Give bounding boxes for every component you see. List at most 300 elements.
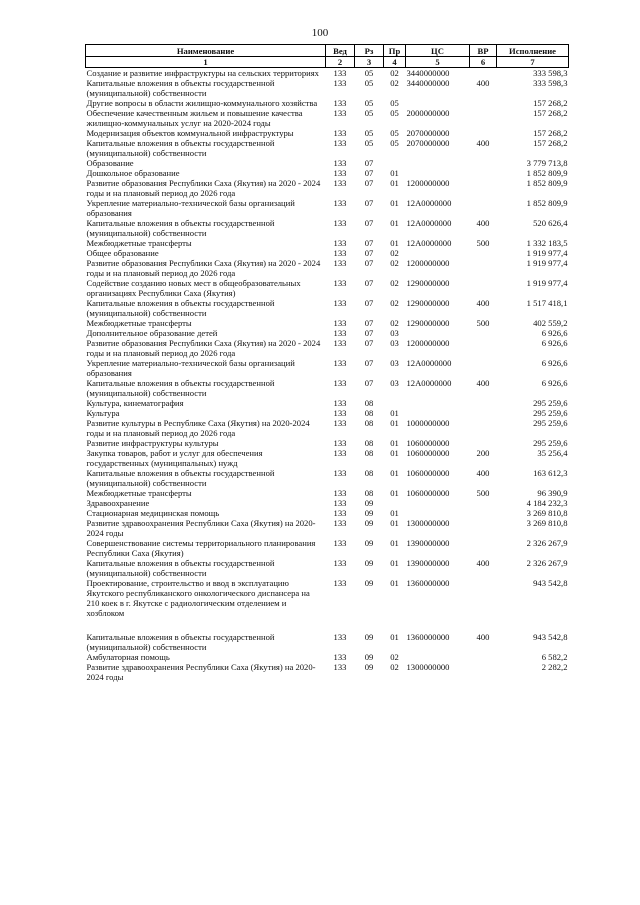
table-row: [86, 488, 569, 498]
row-ved: 133: [333, 328, 347, 338]
row-pr: 02: [390, 278, 399, 288]
row-cs: [406, 498, 470, 508]
row-ved: 133: [333, 632, 347, 642]
row-vr: 400: [476, 632, 490, 642]
row-amount: 4 184 232,3: [526, 498, 568, 508]
row-amount: 1 517 418,1: [526, 298, 568, 308]
row-rz: 07: [364, 278, 374, 288]
row-rz: 08: [364, 418, 374, 428]
row-amount: 96 390,9: [537, 488, 568, 498]
row-pr: 01: [390, 558, 399, 568]
row-cs: 1290000000: [406, 298, 450, 308]
table-row: [86, 178, 569, 198]
row-cs: 12А0000000: [406, 198, 452, 208]
row-vr: [470, 338, 497, 358]
row-vr: [470, 248, 497, 258]
table-row: [86, 558, 569, 578]
row-name: Культура: [86, 408, 120, 418]
row-pr: 02: [390, 68, 399, 78]
row-vr: 500: [476, 488, 490, 498]
row-cs: 1060000000: [406, 468, 450, 478]
row-rz: 07: [364, 338, 374, 348]
row-amount: 3 779 713,8: [526, 158, 568, 168]
table-row: [86, 248, 569, 258]
row-pr: [384, 498, 406, 508]
row-ved: 133: [333, 98, 347, 108]
row-pr: 02: [390, 652, 399, 662]
row-vr: [470, 398, 497, 408]
row-rz: 08: [364, 438, 374, 448]
row-rz: 09: [364, 518, 374, 528]
row-pr: 03: [390, 338, 399, 348]
column-number: 6: [470, 57, 497, 68]
row-rz: 07: [364, 358, 374, 368]
row-rz: 09: [364, 578, 374, 588]
row-name: Общее образование: [86, 248, 159, 258]
row-amount: 295 259,6: [533, 438, 568, 448]
row-rz: 09: [364, 558, 374, 568]
row-cs: 1390000000: [406, 558, 450, 568]
row-amount: 333 598,3: [533, 68, 568, 78]
row-rz: 07: [364, 248, 374, 258]
row-amount: 1 919 977,4: [526, 278, 568, 288]
column-number: 3: [355, 57, 384, 68]
row-rz: 09: [364, 652, 374, 662]
row-ved: 133: [333, 338, 347, 348]
row-cs: 1200000000: [406, 178, 450, 188]
row-rz: 07: [364, 168, 374, 178]
row-name: Совершенствование системы территориального планирования Республики Саха (Якутия): [86, 538, 316, 558]
table-row: [86, 338, 569, 358]
row-vr: [470, 328, 497, 338]
row-ved: 133: [333, 68, 347, 78]
row-name: Укрепление материально-технической базы организаций образования: [86, 358, 295, 378]
row-ved: 133: [333, 298, 347, 308]
row-amount: 402 559,2: [533, 318, 568, 328]
row-rz: 09: [364, 538, 374, 548]
row-ved: 133: [333, 178, 347, 188]
row-vr: 400: [476, 78, 490, 88]
row-ved: 133: [333, 468, 347, 478]
row-cs: 1060000000: [406, 488, 450, 498]
row-cs: [406, 408, 470, 418]
row-vr: [470, 662, 497, 682]
row-name: Развитие образования Республики Саха (Якутия) на 2020 - 2024 годы и на плановый период до 2026 года: [86, 338, 321, 358]
row-pr: 05: [390, 108, 399, 118]
row-rz: 09: [364, 662, 374, 672]
row-ved: 133: [333, 318, 347, 328]
row-ved: 133: [333, 358, 347, 368]
row-vr: [470, 158, 497, 168]
row-name: Развитие здравоохранения Республики Саха (Якутия) на 2020-2024 годы: [86, 518, 316, 538]
table-row: [86, 578, 569, 618]
row-cs: [406, 328, 470, 338]
row-amount: 520 626,4: [533, 218, 568, 228]
row-pr: 02: [390, 318, 399, 328]
row-rz: 08: [364, 488, 374, 498]
row-pr: 01: [390, 488, 399, 498]
row-pr: [384, 398, 406, 408]
budget-table: [85, 44, 569, 682]
row-pr: 02: [390, 78, 399, 88]
row-ved: 133: [333, 108, 347, 118]
row-ved: 133: [333, 438, 347, 448]
row-rz: 09: [364, 508, 374, 518]
row-vr: [470, 438, 497, 448]
row-vr: 400: [476, 378, 490, 388]
row-amount: 2 282,2: [541, 662, 568, 672]
row-pr: 02: [390, 248, 399, 258]
row-pr: 01: [390, 468, 399, 478]
table-row: [86, 358, 569, 378]
row-rz: 07: [364, 218, 374, 228]
table-row: [86, 98, 569, 108]
row-pr: 03: [390, 358, 399, 368]
row-ved: 133: [333, 378, 347, 388]
table-row: [86, 198, 569, 218]
row-amount: 3 269 810,8: [526, 508, 568, 518]
row-vr: [470, 258, 497, 278]
row-ved: 133: [333, 508, 347, 518]
row-vr: [470, 108, 497, 128]
row-pr: 01: [390, 408, 399, 418]
header-pr: Пр: [384, 45, 406, 57]
row-vr: [470, 652, 497, 662]
row-rz: 07: [364, 318, 374, 328]
table-row: [86, 408, 569, 418]
row-amount: 943 542,8: [533, 632, 568, 642]
row-name: Культура, кинематография: [86, 398, 184, 408]
row-vr: [470, 418, 497, 438]
row-amount: 6 926,6: [541, 338, 568, 348]
row-vr: [470, 538, 497, 558]
row-ved: 133: [333, 158, 347, 168]
row-ved: 133: [333, 248, 347, 258]
row-amount: 295 259,6: [533, 418, 568, 428]
row-name: Проектирование, строительство и ввод в эксплуатацию Якутского республиканского онкологического диспансера на 210 коек в г. Якутске с радиологическим отделением и хозблоком: [86, 578, 310, 618]
row-amount: 3 269 810,8: [526, 518, 568, 528]
row-vr: [470, 278, 497, 298]
row-pr: 05: [390, 128, 399, 138]
row-ved: 133: [333, 448, 347, 458]
header-row: [86, 45, 569, 57]
row-amount: 1 852 809,9: [526, 198, 568, 208]
row-rz: 08: [364, 408, 374, 418]
row-ved: 133: [333, 128, 347, 138]
row-name: Содействие созданию новых мест в общеобразовательных организациях Республики Саха (Якутия): [86, 278, 301, 298]
row-name: Капитальные вложения в объекты государственной (муниципальной) собственности: [86, 78, 275, 98]
table-row: [86, 662, 569, 682]
row-vr: 200: [476, 448, 490, 458]
row-ved: 133: [333, 488, 347, 498]
page-number: 100: [311, 27, 329, 39]
row-cs: 12А0000000: [406, 358, 452, 368]
row-pr: 05: [390, 98, 399, 108]
row-cs: 1060000000: [406, 448, 450, 458]
table-row: [86, 508, 569, 518]
table-row: [86, 78, 569, 98]
row-rz: 08: [364, 448, 374, 458]
row-pr: 01: [390, 538, 399, 548]
table-row: [86, 438, 569, 448]
table-row: [86, 218, 569, 238]
row-vr: [470, 68, 497, 79]
row-pr: 05: [390, 138, 399, 148]
column-number: 2: [326, 57, 355, 68]
row-ved: 133: [333, 652, 347, 662]
row-cs: [406, 652, 470, 662]
row-vr: [470, 508, 497, 518]
row-amount: 1 919 977,4: [526, 248, 568, 258]
row-vr: [470, 578, 497, 618]
row-vr: [470, 518, 497, 538]
row-cs: [406, 398, 470, 408]
column-number: 5: [406, 57, 470, 68]
row-amount: 157 268,2: [533, 138, 568, 148]
table-row: [86, 108, 569, 128]
row-name: Модернизация объектов коммунальной инфраструктуры: [86, 128, 294, 138]
row-amount: 35 256,4: [537, 448, 568, 458]
row-pr: 02: [390, 298, 399, 308]
row-name: Дошкольное образование: [86, 168, 180, 178]
row-amount: 157 268,2: [533, 108, 568, 118]
row-name: Укрепление материально-технической базы организаций образования: [86, 198, 295, 218]
row-amount: 1 852 809,9: [526, 168, 568, 178]
table-row: [86, 538, 569, 558]
row-pr: 01: [390, 508, 399, 518]
row-name: Другие вопросы в области жилищно-коммунального хозяйства: [86, 98, 318, 108]
row-vr: [470, 198, 497, 218]
header-cs: ЦС: [406, 45, 470, 57]
table-row: [86, 468, 569, 488]
row-amount: 6 582,2: [541, 652, 568, 662]
row-rz: 07: [364, 198, 374, 208]
row-name: Дополнительное образование детей: [86, 328, 218, 338]
row-vr: [470, 358, 497, 378]
row-name: Капитальные вложения в объекты государственной (муниципальной) собственности: [86, 632, 275, 652]
row-ved: 133: [333, 408, 347, 418]
row-pr: 01: [390, 418, 399, 428]
row-vr: [470, 98, 497, 108]
row-cs: 1300000000: [406, 662, 450, 672]
row-name: Здравоохранение: [86, 498, 150, 508]
row-ved: 133: [333, 198, 347, 208]
row-pr: 02: [390, 258, 399, 268]
row-name: Межбюджетные трансферты: [86, 318, 192, 328]
table-row: [86, 518, 569, 538]
row-ved: 133: [333, 258, 347, 268]
row-rz: 09: [364, 498, 374, 508]
row-amount: 2 326 267,9: [526, 538, 568, 548]
row-name: Создание и развитие инфраструктуры на сельских территориях: [86, 68, 319, 78]
row-vr: 400: [476, 138, 490, 148]
table-row: [86, 258, 569, 278]
header-amount: Исполнение: [497, 45, 569, 57]
row-cs: 1300000000: [406, 518, 450, 528]
row-cs: 3440000000: [406, 78, 450, 88]
header-name: Наименование: [86, 45, 326, 57]
table-row: [86, 448, 569, 468]
row-vr: 400: [476, 468, 490, 478]
table-row: [86, 68, 569, 79]
row-amount: 6 926,6: [541, 358, 568, 368]
row-cs: 12А0000000: [406, 238, 452, 248]
row-amount: 6 926,6: [541, 328, 568, 338]
table-row: [86, 298, 569, 318]
row-name: Обеспечение качественным жильем и повышение качества жилищно-коммунальных услуг на 2020-2024 годы: [86, 108, 303, 128]
row-amount: 157 268,2: [533, 98, 568, 108]
row-cs: 1290000000: [406, 318, 450, 328]
row-name: Развитие культуры в Республике Саха (Якутия) на 2020-2024 годы и на плановый период до 2026 года: [86, 418, 310, 438]
row-ved: 133: [333, 168, 347, 178]
column-number: 1: [86, 57, 326, 68]
table-row: [86, 378, 569, 398]
row-amount: 295 259,6: [533, 398, 568, 408]
table-row: [86, 418, 569, 438]
row-pr: 03: [390, 328, 399, 338]
row-cs: [406, 168, 470, 178]
table-row: [86, 128, 569, 138]
row-ved: 133: [333, 518, 347, 528]
row-cs: 1060000000: [406, 438, 450, 448]
table-row: [86, 318, 569, 328]
row-name: Межбюджетные трансферты: [86, 238, 192, 248]
table-row: [86, 328, 569, 338]
row-cs: 1200000000: [406, 258, 450, 268]
row-ved: 133: [333, 418, 347, 428]
table-row: [86, 498, 569, 508]
row-pr: 01: [390, 448, 399, 458]
row-amount: 1 332 183,5: [526, 238, 568, 248]
row-vr: [470, 168, 497, 178]
table-row: [86, 138, 569, 158]
row-cs: 2000000000: [406, 108, 450, 118]
row-cs: 2070000000: [406, 128, 450, 138]
row-pr: 01: [390, 578, 399, 588]
row-ved: 133: [333, 662, 347, 672]
row-amount: 6 926,6: [541, 378, 568, 388]
row-vr: 500: [476, 238, 490, 248]
row-name: Закупка товаров, работ и услуг для обеспечения государственных (муниципальных) нужд: [86, 448, 263, 468]
row-vr: [470, 408, 497, 418]
row-ved: 133: [333, 238, 347, 248]
row-amount: 157 268,2: [533, 128, 568, 138]
row-cs: [406, 98, 470, 108]
row-pr: 01: [390, 238, 399, 248]
row-pr: 01: [390, 168, 399, 178]
row-spacer: [86, 618, 569, 632]
row-cs: [406, 508, 470, 518]
row-cs: 1360000000: [406, 632, 450, 642]
row-amount: 2 326 267,9: [526, 558, 568, 568]
header-ved: Вед: [326, 45, 355, 57]
row-rz: 07: [364, 238, 374, 248]
row-rz: 07: [364, 158, 374, 168]
row-cs: 1290000000: [406, 278, 450, 288]
column-number: 7: [497, 57, 569, 68]
row-name: Капитальные вложения в объекты государственной (муниципальной) собственности: [86, 468, 275, 488]
row-vr: [470, 498, 497, 508]
row-ved: 133: [333, 138, 347, 148]
row-amount: 943 542,8: [533, 578, 568, 588]
row-vr: 400: [476, 218, 490, 228]
row-name: Капитальные вложения в объекты государственной (муниципальной) собственности: [86, 378, 275, 398]
table-row: [86, 398, 569, 408]
row-rz: 09: [364, 632, 374, 642]
column-number: 4: [384, 57, 406, 68]
row-name: Капитальные вложения в объекты государственной (муниципальной) собственности: [86, 298, 275, 318]
row-cs: 2070000000: [406, 138, 450, 148]
row-pr: [384, 158, 406, 168]
row-pr: 01: [390, 438, 399, 448]
table-row: [86, 158, 569, 168]
row-rz: 07: [364, 258, 374, 268]
row-cs: 1390000000: [406, 538, 450, 548]
row-rz: 07: [364, 378, 374, 388]
table-row: [86, 652, 569, 662]
header-vr: ВР: [470, 45, 497, 57]
row-pr: 01: [390, 632, 399, 642]
row-amount: 333 598,3: [533, 78, 568, 88]
row-name: Развитие инфраструктуры культуры: [86, 438, 219, 448]
row-name: Межбюджетные трансферты: [86, 488, 192, 498]
table-body: [86, 68, 569, 683]
row-rz: 05: [364, 98, 374, 108]
row-ved: 133: [333, 498, 347, 508]
row-name: Стационарная медицинская помощь: [86, 508, 220, 518]
row-rz: 07: [364, 178, 374, 188]
row-pr: 01: [390, 178, 399, 188]
row-ved: 133: [333, 558, 347, 568]
row-name: Капитальные вложения в объекты государственной (муниципальной) собственности: [86, 218, 275, 238]
row-vr: 500: [476, 318, 490, 328]
row-rz: 05: [364, 108, 374, 118]
table-row: [86, 278, 569, 298]
row-amount: 1 919 977,4: [526, 258, 568, 268]
row-vr: 400: [476, 558, 490, 568]
row-pr: 01: [390, 198, 399, 208]
row-pr: 02: [390, 662, 399, 672]
row-vr: [470, 178, 497, 198]
row-amount: 1 852 809,9: [526, 178, 568, 188]
row-pr: 01: [390, 518, 399, 528]
row-pr: 01: [390, 218, 399, 228]
row-ved: 133: [333, 578, 347, 588]
row-ved: 133: [333, 278, 347, 288]
row-ved: 133: [333, 538, 347, 548]
row-cs: [406, 158, 470, 168]
row-cs: [406, 248, 470, 258]
column-number-row: [86, 57, 569, 68]
row-rz: 05: [364, 138, 374, 148]
row-vr: [470, 128, 497, 138]
row-amount: 295 259,6: [533, 408, 568, 418]
header-rz: Рз: [355, 45, 384, 57]
row-ved: 133: [333, 78, 347, 88]
row-cs: 3440000000: [406, 68, 450, 78]
table-row: [86, 632, 569, 652]
row-cs: 1360000000: [406, 578, 450, 588]
row-name: Развитие образования Республики Саха (Якутия) на 2020 - 2024 годы и на плановый период до 2026 года: [86, 178, 321, 198]
spacer-cell: [86, 618, 569, 632]
row-name: Капитальные вложения в объекты государственной (муниципальной) собственности: [86, 558, 275, 578]
row-cs: 1000000000: [406, 418, 450, 428]
row-pr: 03: [390, 378, 399, 388]
row-name: Развитие здравоохранения Республики Саха (Якутия) на 2020-2024 годы: [86, 662, 316, 682]
row-rz: 07: [364, 328, 374, 338]
row-name: Развитие образования Республики Саха (Якутия) на 2020 - 2024 годы и на плановый период до 2026 года: [86, 258, 321, 278]
table-row: [86, 238, 569, 248]
